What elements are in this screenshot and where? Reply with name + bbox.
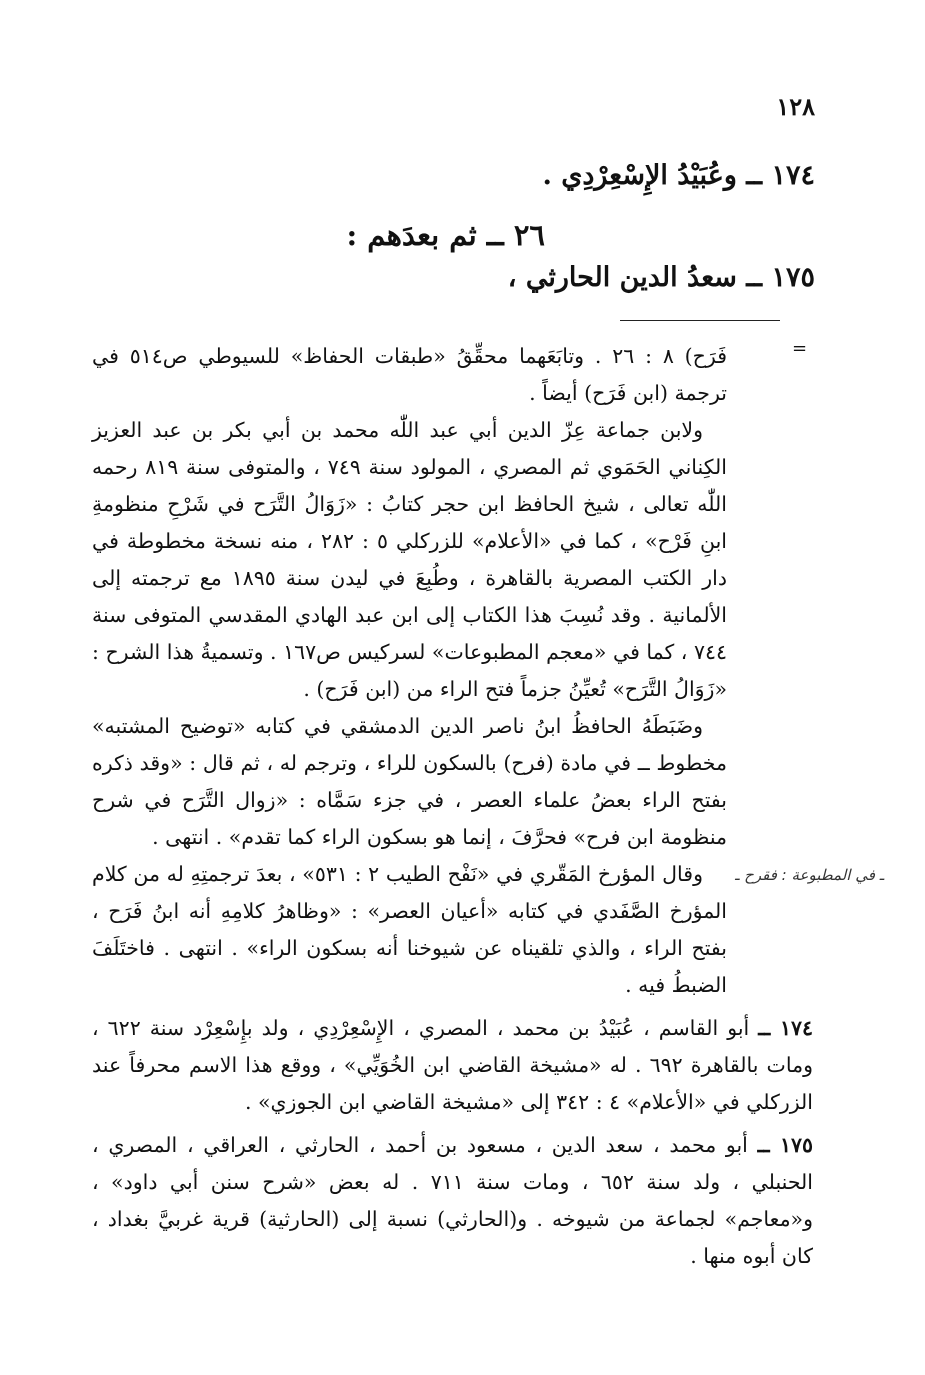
bio-note-text: أبو محمد ، سعد الدين ، مسعود بن أحمد ، الحارثي ، العراقي ، المصري ، الحنبلي ، ولد سنة ٦٥٢ ، ومات سنة ٧١١ . له بعض «شرح سنن أبي داود» ، و«معاجم» لجماعة من شيوخه . و(الحارثي) نسبة إلى (الحارثية) قرية غربيَّ بغداد ، كان أبوه منها . (92, 1133, 813, 1268)
footnote-paragraph: وضَبَطَهُ الحافظُ ابنُ ناصر الدين الدمشقي في كتابه «توضيح المشتبه» مخطوط ــ في مادة (فرح) بالسكون للراء ، وترجم له ، ثم قال : «وقد ذكره بفتح الراء بعضُ علماء العصر ، في جزء سَمَّاه : «زوال التَّرَح في شرح منظومة ابن فرح» فحرَّفَ ، إنما هو بسكون الراء كما تقدم» . انتهى . (92, 714, 727, 849)
bio-note-175 (92, 1127, 813, 1275)
footnote-block (92, 338, 727, 1004)
bio-note-label: ١٧٥ ــ (757, 1133, 813, 1157)
footnote-continuation-marker: = (792, 338, 808, 359)
entry-175: ١٧٥ ــ سعدُ الدين الحارثي ، (507, 262, 815, 293)
footnote-paragraph: وقال المؤرخ المَقّري في «نَفْح الطيب ٢ : ٥٣١» ، بعدَ ترجمتِهِ له من كلام المؤرخ الصَّفَدي في كتابه «أعيان العصر» : «وظاهرُ كلامِهِ أنه ابنُ فَرَح ، بفتح الراء ، والذي تلقيناه عن شيوخنا أنه بسكون الراء» . انتهى . فاختَلَفَ الضبطُ فيه . (92, 862, 727, 997)
footnote-paragraph: ولابن جماعة عِزّ الدين أبي عبد اللّٰه محمد بن أبي بكر بن عبد العزيز الكِناني الحَمَوي ثم المصري ، المولود سنة ٧٤٩ ، والمتوفى سنة ٨١٩ رحمه اللّٰه تعالى ، شيخ الحافظ ابن حجر كتابُ : «زَوَالُ التَّرَح في شَرْحِ منظومةِ ابنِ فَرْح» ، كما في «الأعلام» للزركلي ٥ : ٢٨٢ ، منه نسخة مخطوطة في دار الكتب المصرية بالقاهرة ، وطُبِعَ في ليدن سنة ١٨٩٥ مع ترجمته إلى الألمانية . وقد نُسِبَ هذا الكتاب إلى ابن عبد الهادي المقدسي المتوفى سنة ٧٤٤ ، كما في «معجم المطبوعات» لسركيس ص١٦٧ . وتسميةُ هذا الشرح : «زَوَالُ التَّرَح» تُعيِّنُ جزماً فتح الراء من (ابن فَرَح) . (92, 418, 728, 701)
bio-note-text: أبو القاسم ، عُبَيْدُ بن محمد ، المصري ، الإِسْعِرْدِي ، ولد بإِسْعِرْد سنة ٦٢٢ ، ومات بالقاهرة ٦٩٢ . له «مشيخة القاضي ابن الخُوَيِّي» ، ووقع هذا الاسم محرفاً عند الزركلي في «الأعلام» ٤ : ٣٤٢ إلى «مشيخة القاضي ابن الجوزي» . (92, 1016, 813, 1114)
page-number: ١٢٨ (776, 92, 815, 121)
footnote-paragraph: فَرَح) ٨ : ٢٦ . وتابَعَهما محقِّقُ «طبقات الحفاظ» للسيوطي ص٥١٤ في ترجمة (ابن فَرَح) أيضاً . (92, 344, 728, 405)
bio-note-174 (92, 1010, 813, 1121)
footnote-separator (620, 320, 780, 321)
section-heading: ٢٦ ــ ثم بعدَهم : (346, 218, 545, 252)
entry-174: ١٧٤ ــ وعُبَيْدُ الإِسْعِرْدِي . (542, 160, 815, 191)
handwritten-margin-note: ـ في المطبوعة : فقرح ـ (735, 866, 885, 884)
bio-note-label: ١٧٤ ــ (758, 1016, 813, 1040)
